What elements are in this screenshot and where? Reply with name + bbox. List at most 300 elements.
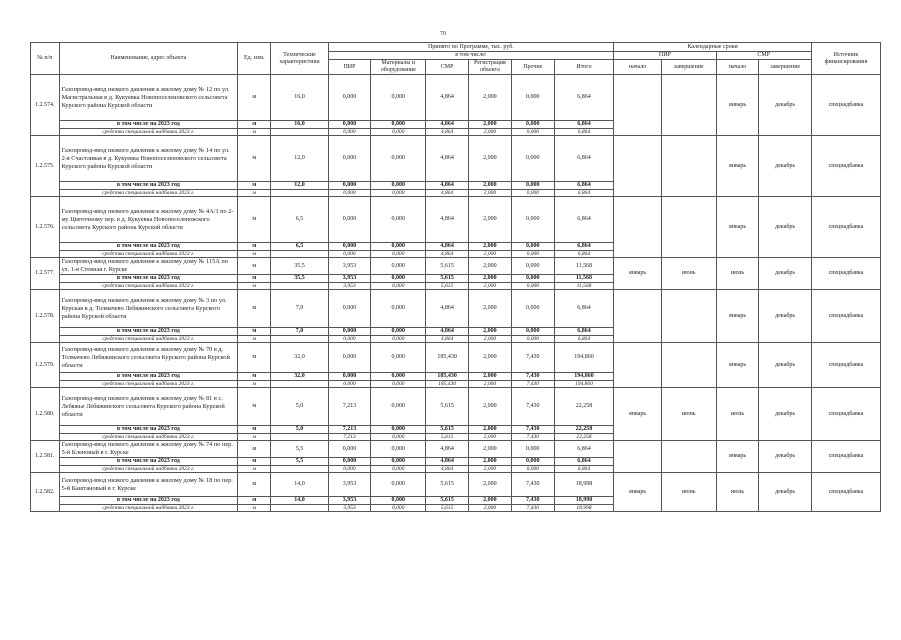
special-funds-total: 6,864 [554, 129, 614, 136]
special-funds-label: средства специальной надбавки 2023 г. [59, 505, 238, 512]
smr-start: январь [716, 197, 759, 258]
year-total-label: в том числе на 2023 год [59, 243, 238, 251]
value-reg: 2,000 [469, 290, 512, 328]
special-funds-total: 6,864 [554, 251, 614, 258]
table-body [31, 75, 881, 512]
year-total-unit: м [238, 243, 271, 251]
pir-start [614, 290, 662, 343]
year-total-tech: 5,0 [271, 426, 328, 434]
year-total-other: 7,430 [511, 426, 554, 434]
special-funds-total: 6,864 [554, 336, 614, 343]
special-funds-other: 7,430 [511, 434, 554, 441]
year-total-total: 6,864 [554, 328, 614, 336]
year-total-unit: м [238, 182, 271, 190]
object-name: Газопровод-ввод низкого давления к жилому дому № 18 по пер. 5-й Каштановый в г. Курске [59, 473, 238, 497]
pir-end [661, 197, 716, 258]
header-pir-end: завершение [661, 60, 716, 75]
value-reg: 2,000 [469, 343, 512, 373]
special-funds-unit: м [238, 466, 271, 473]
object-row [31, 290, 881, 328]
value-smr: 5,615 [426, 388, 469, 426]
value-materials: 0,000 [371, 258, 426, 275]
year-total-label: в том числе на 2023 год [59, 426, 238, 434]
smr-end: декабрь [759, 290, 811, 343]
value-other: 7,430 [511, 473, 554, 497]
special-funds-smr: 4,864 [426, 466, 469, 473]
special-funds-tech [271, 505, 328, 512]
object-unit: м [238, 197, 271, 243]
value-smr: 4,864 [426, 197, 469, 243]
object-row [31, 75, 881, 121]
object-name: Газопровод-ввод низкого давления к жилому дому № 115А по ул. 1-я Стевная г. Курске [59, 258, 238, 275]
object-tech: 7,0 [271, 290, 328, 328]
year-total-reg: 2,000 [469, 121, 512, 129]
special-funds-smr: 5,615 [426, 434, 469, 441]
header-smr-start: начало [716, 60, 759, 75]
value-reg: 2,000 [469, 136, 512, 182]
year-total-other: 0,000 [511, 458, 554, 466]
year-total-unit: м [238, 328, 271, 336]
smr-start: январь [716, 343, 759, 388]
object-id: 1.2.579. [31, 343, 60, 388]
object-tech: 5,0 [271, 388, 328, 426]
header-name: Наименование, адрес объекта [59, 43, 238, 75]
special-funds-smr: 4,864 [426, 129, 469, 136]
year-total-tech: 32,0 [271, 373, 328, 381]
pir-start: январь [614, 473, 662, 512]
year-total-materials: 0,000 [371, 497, 426, 505]
funding-source: спецнадбавка [811, 75, 880, 136]
object-row [31, 258, 881, 275]
value-reg: 2,000 [469, 197, 512, 243]
special-funds-smr: 4,864 [426, 336, 469, 343]
object-unit: м [238, 388, 271, 426]
object-name: Газопровод-ввод низкого давления к жилому дому № 4А/1 по 2-му Цветочному пер. в д. Кукуевка Новопоселеновского сельсовета Курского района Курской области [59, 197, 238, 243]
special-funds-pir: 0,000 [328, 381, 371, 388]
year-total-materials: 0,000 [371, 458, 426, 466]
value-other: 0,000 [511, 75, 554, 121]
year-total-materials: 0,000 [371, 243, 426, 251]
object-row [31, 343, 881, 373]
funding-source: спецнадбавка [811, 197, 880, 258]
year-total-pir: 0,000 [328, 121, 371, 129]
pir-start: январь [614, 258, 662, 290]
year-total-unit: м [238, 275, 271, 283]
special-funds-other: 0,000 [511, 466, 554, 473]
smr-start: январь [716, 290, 759, 343]
value-materials: 0,000 [371, 290, 426, 328]
object-id: 1.2.577. [31, 258, 60, 290]
special-funds-total: 6,864 [554, 190, 614, 197]
year-total-materials: 0,000 [371, 328, 426, 336]
special-funds-pir: 0,000 [328, 129, 371, 136]
header-other: Прочие [511, 60, 554, 75]
special-funds-tech [271, 381, 328, 388]
pir-start: январь [614, 388, 662, 441]
year-total-materials: 0,000 [371, 426, 426, 434]
header-pir-start: начало [614, 60, 662, 75]
value-other: 0,000 [511, 136, 554, 182]
year-total-materials: 0,000 [371, 275, 426, 283]
special-funds-label: средства специальной надбавки 2023 г. [59, 129, 238, 136]
year-total-materials: 0,000 [371, 121, 426, 129]
year-total-reg: 2,000 [469, 182, 512, 190]
year-total-total: 22,258 [554, 426, 614, 434]
special-funds-label: средства специальной надбавки 2023 г. [59, 336, 238, 343]
object-name: Газопровод-ввод низкого давления к жилому дому № 3 по ул. Курская в д. Толмачево Лебяжинского сельсовета Курского района Курской области [59, 290, 238, 328]
value-total: 6,864 [554, 441, 614, 458]
object-name: Газопровод-ввод низкого давления к жилому дому № 12 по ул. Магистральная в д. Кукуевка Новопоселеновского сельсовета Курского района Курской области [59, 75, 238, 121]
value-smr: 4,864 [426, 441, 469, 458]
year-total-reg: 2,000 [469, 426, 512, 434]
pir-end: июнь [661, 258, 716, 290]
year-total-smr: 4,864 [426, 182, 469, 190]
object-tech: 5,5 [271, 441, 328, 458]
object-tech: 6,5 [271, 197, 328, 243]
year-total-tech: 12,0 [271, 182, 328, 190]
object-id: 1.2.575. [31, 136, 60, 197]
special-funds-other: 7,430 [511, 505, 554, 512]
value-pir: 7,213 [328, 388, 371, 426]
value-pir: 0,000 [328, 441, 371, 458]
special-funds-smr: 5,615 [426, 505, 469, 512]
special-funds-total: 11,568 [554, 283, 614, 290]
year-total-smr: 5,615 [426, 275, 469, 283]
special-funds-reg: 2,000 [469, 129, 512, 136]
value-total: 6,864 [554, 136, 614, 182]
object-id: 1.2.578. [31, 290, 60, 343]
year-total-unit: м [238, 373, 271, 381]
year-total-tech: 16,0 [271, 121, 328, 129]
value-other: 7,430 [511, 388, 554, 426]
pir-start [614, 343, 662, 388]
year-total-tech: 5,5 [271, 458, 328, 466]
object-row [31, 197, 881, 243]
funding-source: спецнадбавка [811, 290, 880, 343]
value-pir: 0,000 [328, 136, 371, 182]
year-total-total: 6,864 [554, 243, 614, 251]
smr-start: январь [716, 441, 759, 473]
funding-source: спецнадбавка [811, 441, 880, 473]
year-total-tech: 7,0 [271, 328, 328, 336]
header-smr-end: завершение [759, 60, 811, 75]
special-funds-unit: м [238, 251, 271, 258]
object-id: 1.2.582. [31, 473, 60, 512]
year-total-reg: 2,000 [469, 497, 512, 505]
special-funds-unit: м [238, 129, 271, 136]
year-total-smr: 185,430 [426, 373, 469, 381]
object-unit: м [238, 343, 271, 373]
year-total-reg: 2,000 [469, 328, 512, 336]
header-cal-pir: ПИР [614, 52, 716, 60]
special-funds-pir: 0,000 [328, 336, 371, 343]
special-funds-smr: 5,615 [426, 283, 469, 290]
value-reg: 2,000 [469, 441, 512, 458]
value-total: 22,258 [554, 388, 614, 426]
smr-end: декабрь [759, 473, 811, 512]
header-pir: ПИР [328, 60, 371, 75]
special-funds-label: средства специальной надбавки 2023 г. [59, 283, 238, 290]
year-total-total: 6,864 [554, 121, 614, 129]
year-total-reg: 2,000 [469, 243, 512, 251]
value-other: 0,000 [511, 290, 554, 328]
value-reg: 2,000 [469, 388, 512, 426]
pir-end [661, 136, 716, 197]
object-name: Газопровод-ввод низкого давления к жилому дому № 74 по пер. 5-й Кленовый в г. Курске [59, 441, 238, 458]
smr-start: январь [716, 75, 759, 136]
pir-end [661, 290, 716, 343]
header-accepted: Принято по Программе, тыс. руб. [328, 43, 614, 52]
value-pir: 0,000 [328, 343, 371, 373]
special-funds-tech [271, 466, 328, 473]
year-total-label: в том числе на 2023 год [59, 373, 238, 381]
special-funds-materials: 0,000 [371, 283, 426, 290]
special-funds-unit: м [238, 505, 271, 512]
smr-end: декабрь [759, 75, 811, 136]
special-funds-reg: 2,000 [469, 190, 512, 197]
year-total-reg: 2,000 [469, 275, 512, 283]
value-other: 0,000 [511, 258, 554, 275]
special-funds-total: 22,258 [554, 434, 614, 441]
special-funds-materials: 0,000 [371, 466, 426, 473]
smr-start: июль [716, 388, 759, 441]
pir-start [614, 75, 662, 136]
object-unit: м [238, 290, 271, 328]
year-total-other: 0,000 [511, 121, 554, 129]
object-row [31, 441, 881, 458]
funding-source: спецнадбавка [811, 136, 880, 197]
year-total-total: 194,860 [554, 373, 614, 381]
year-total-label: в том числе на 2023 год [59, 497, 238, 505]
value-pir: 3,953 [328, 473, 371, 497]
special-funds-label: средства специальной надбавки 2023 г. [59, 251, 238, 258]
special-funds-label: средства специальной надбавки 2023 г. [59, 466, 238, 473]
value-total: 18,998 [554, 473, 614, 497]
value-materials: 0,000 [371, 441, 426, 458]
year-total-smr: 5,615 [426, 426, 469, 434]
pir-end: июнь [661, 388, 716, 441]
special-funds-label: средства специальной надбавки 2023 г. [59, 434, 238, 441]
object-tech: 14,0 [271, 473, 328, 497]
value-materials: 0,000 [371, 473, 426, 497]
year-total-materials: 0,000 [371, 182, 426, 190]
value-total: 194,860 [554, 343, 614, 373]
smr-start: июль [716, 473, 759, 512]
special-funds-tech [271, 336, 328, 343]
special-funds-reg: 2,000 [469, 505, 512, 512]
pir-end [661, 75, 716, 136]
value-reg: 2,000 [469, 258, 512, 275]
year-total-pir: 0,000 [328, 328, 371, 336]
year-total-total: 18,998 [554, 497, 614, 505]
special-funds-other: 0,000 [511, 251, 554, 258]
special-funds-tech [271, 251, 328, 258]
year-total-unit: м [238, 458, 271, 466]
value-smr: 4,864 [426, 290, 469, 328]
value-other: 0,000 [511, 197, 554, 243]
object-tech: 16,0 [271, 75, 328, 121]
year-total-tech: 35,5 [271, 275, 328, 283]
value-total: 6,864 [554, 197, 614, 243]
value-reg: 2,000 [469, 473, 512, 497]
funding-source: спецнадбавка [811, 343, 880, 388]
value-materials: 0,000 [371, 136, 426, 182]
year-total-total: 11,568 [554, 275, 614, 283]
pir-start [614, 136, 662, 197]
year-total-tech: 14,0 [271, 497, 328, 505]
value-smr: 4,864 [426, 136, 469, 182]
special-funds-unit: м [238, 190, 271, 197]
object-tech: 32,0 [271, 343, 328, 373]
value-smr: 185,430 [426, 343, 469, 373]
special-funds-smr: 4,864 [426, 251, 469, 258]
special-funds-materials: 0,000 [371, 381, 426, 388]
special-funds-pir: 7,213 [328, 434, 371, 441]
header-reg: Регистрация объекта [469, 60, 512, 75]
header-incl: в том числе: [328, 52, 614, 60]
special-funds-reg: 2,000 [469, 283, 512, 290]
header-unit: Ед. изм. [238, 43, 271, 75]
special-funds-tech [271, 434, 328, 441]
special-funds-total: 194,860 [554, 381, 614, 388]
value-pir: 0,000 [328, 75, 371, 121]
special-funds-pir: 3,953 [328, 505, 371, 512]
year-total-pir: 3,953 [328, 497, 371, 505]
value-pir: 3,953 [328, 258, 371, 275]
smr-end: декабрь [759, 388, 811, 441]
value-materials: 0,000 [371, 343, 426, 373]
smr-end: декабрь [759, 258, 811, 290]
special-funds-materials: 0,000 [371, 336, 426, 343]
value-smr: 5,615 [426, 473, 469, 497]
special-funds-other: 0,000 [511, 129, 554, 136]
special-funds-other: 7,430 [511, 381, 554, 388]
smr-start: январь [716, 136, 759, 197]
pir-end: июнь [661, 473, 716, 512]
special-funds-tech [271, 129, 328, 136]
special-funds-other: 0,000 [511, 283, 554, 290]
year-total-pir: 0,000 [328, 373, 371, 381]
special-funds-reg: 2,000 [469, 381, 512, 388]
header-smr: СМР [426, 60, 469, 75]
program-table [30, 42, 881, 512]
smr-end: декабрь [759, 197, 811, 258]
special-funds-tech [271, 190, 328, 197]
value-other: 0,000 [511, 441, 554, 458]
object-id: 1.2.581. [31, 441, 60, 473]
year-total-pir: 0,000 [328, 182, 371, 190]
special-funds-tech [271, 283, 328, 290]
object-id: 1.2.580. [31, 388, 60, 441]
header-materials: Материалы и оборудование [371, 60, 426, 75]
object-name: Газопровод-ввод низкого давления к жилому дому № 70 в д. Толмачево Лебяжинского сельсовета Курского района Курской области [59, 343, 238, 373]
value-total: 6,864 [554, 75, 614, 121]
year-total-reg: 2,000 [469, 373, 512, 381]
year-total-other: 0,000 [511, 243, 554, 251]
special-funds-materials: 0,000 [371, 129, 426, 136]
header-idx: № п/п [31, 43, 60, 75]
object-row [31, 136, 881, 182]
value-materials: 0,000 [371, 75, 426, 121]
special-funds-label: средства специальной надбавки 2023 г. [59, 381, 238, 388]
header-tech: Технические характеристики [271, 43, 328, 75]
year-total-total: 6,864 [554, 182, 614, 190]
object-row [31, 473, 881, 497]
smr-start: июль [716, 258, 759, 290]
special-funds-materials: 0,000 [371, 251, 426, 258]
funding-source: спецнадбавка [811, 473, 880, 512]
special-funds-reg: 2,000 [469, 466, 512, 473]
year-total-smr: 4,864 [426, 458, 469, 466]
pir-start [614, 441, 662, 473]
special-funds-reg: 2,000 [469, 251, 512, 258]
object-unit: м [238, 75, 271, 121]
object-name: Газопровод-ввод низкого давления к жилому дому № 14 по ул. 2-я Счастливая в д. Кукуевка Новопоселеновского сельсовета Курского района Курской области [59, 136, 238, 182]
value-other: 7,430 [511, 343, 554, 373]
value-pir: 0,000 [328, 197, 371, 243]
special-funds-pir: 0,000 [328, 190, 371, 197]
value-smr: 5,615 [426, 258, 469, 275]
year-total-label: в том числе на 2023 год [59, 121, 238, 129]
year-total-smr: 5,615 [426, 497, 469, 505]
year-total-materials: 0,000 [371, 373, 426, 381]
year-total-unit: м [238, 121, 271, 129]
special-funds-label: средства специальной надбавки 2023 г. [59, 190, 238, 197]
year-total-label: в том числе на 2023 год [59, 458, 238, 466]
header-calendar: Календарные сроки [614, 43, 812, 52]
pir-end [661, 343, 716, 388]
special-funds-smr: 185,430 [426, 381, 469, 388]
object-unit: м [238, 258, 271, 275]
value-total: 11,568 [554, 258, 614, 275]
special-funds-unit: м [238, 336, 271, 343]
header-funding: Источник финансирования [811, 43, 880, 75]
special-funds-unit: м [238, 381, 271, 388]
year-total-smr: 4,864 [426, 328, 469, 336]
object-row [31, 388, 881, 426]
object-id: 1.2.574. [31, 75, 60, 136]
special-funds-total: 18,998 [554, 505, 614, 512]
object-unit: м [238, 441, 271, 458]
object-unit: м [238, 136, 271, 182]
special-funds-other: 0,000 [511, 190, 554, 197]
value-reg: 2,000 [469, 75, 512, 121]
year-total-unit: м [238, 497, 271, 505]
table-header [31, 43, 881, 75]
special-funds-materials: 0,000 [371, 434, 426, 441]
value-smr: 4,864 [426, 75, 469, 121]
special-funds-pir: 3,953 [328, 283, 371, 290]
special-funds-pir: 0,000 [328, 466, 371, 473]
object-tech: 35,5 [271, 258, 328, 275]
year-total-pir: 3,953 [328, 275, 371, 283]
year-total-reg: 2,000 [469, 458, 512, 466]
special-funds-unit: м [238, 283, 271, 290]
smr-end: декабрь [759, 136, 811, 197]
special-funds-materials: 0,000 [371, 505, 426, 512]
value-materials: 0,000 [371, 197, 426, 243]
object-tech: 12,0 [271, 136, 328, 182]
year-total-total: 6,864 [554, 458, 614, 466]
pir-start [614, 197, 662, 258]
special-funds-total: 6,864 [554, 466, 614, 473]
header-cal-smr: СМР [716, 52, 811, 60]
year-total-smr: 4,864 [426, 243, 469, 251]
funding-source: спецнадбавка [811, 258, 880, 290]
object-name: Газопровод-ввод низкого давления к жилому дому № 81 в с. Лебяжье Лебяжинского сельсовета Курского района Курской области [59, 388, 238, 426]
value-materials: 0,000 [371, 388, 426, 426]
year-total-pir: 7,213 [328, 426, 371, 434]
